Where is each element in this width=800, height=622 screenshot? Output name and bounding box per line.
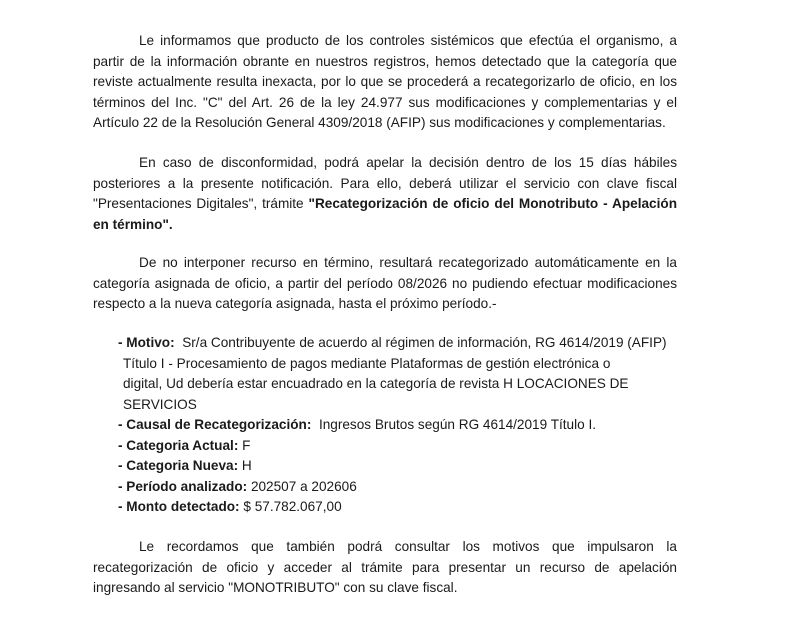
paragraph-notification-text: Le informamos que producto de los controles sistémicos que efectúa el organismo, a partir de la información obrante en nuestros registros, hemos detectado que la categoría que reviste actualmente resulta inexacta, por lo que se procederá a recategorizarlo de oficio, en los términos del Inc. "C" del Art. 26 de la ley 24.977 sus modificaciones y complementarias y el Artículo 22 de la Resolución General 4309/2018 (AFIP) sus modificaciones y complementarias.: [93, 33, 677, 130]
detail-motivo-label: - Motivo:: [118, 335, 175, 350]
paragraph-disconformity: [93, 153, 677, 235]
tramite-name: "Recategorización de oficio del Monotributo - Apelación en término".: [93, 196, 677, 232]
paragraph-disconformity-text: En caso de disconformidad, podrá apelar la decisión dentro de los 15 días hábiles posteriores a la presente notificación. Para ello, deberá utilizar el servicio con clave fiscal "Presentaciones Digitales", trámite: [93, 155, 677, 211]
detail-categoria-nueva: [118, 456, 678, 477]
detail-motivo-cont-3: SERVICIOS: [123, 396, 197, 412]
detail-periodo-label: - Período analizado:: [118, 478, 248, 494]
detail-causal-label: - Causal de Recategorización:: [118, 417, 312, 432]
paragraph-no-appeal: [93, 253, 677, 315]
detail-motivo-cont-2: digital, Ud debería estar encuadrado en la categoría de revista H LOCACIONES DE: [123, 376, 629, 391]
detail-monto-label: - Monto detectado:: [118, 499, 240, 514]
detail-motivo-line1: Sr/a Contribuyente de acuerdo al régimen de información, RG 4614/2019 (AFIP): [182, 335, 667, 350]
detail-categoria-actual: [118, 436, 678, 457]
detail-causal: [118, 415, 678, 436]
detail-categoria-actual-value: F: [242, 437, 251, 453]
detail-categoria-nueva-value: H: [241, 458, 252, 473]
detail-monto-value: $ 57.782.067,00: [243, 499, 342, 514]
paragraph-reminder-text: Le recordamos que también podrá consultar los motivos que impulsaron la recategorización de oficio y acceder al trámite para presentar un recurso de apelación ingresando al servicio "MONOTRIBUTO" con su clave fiscal.: [93, 539, 677, 595]
paragraph-no-appeal-text: De no interponer recurso en término, resultará recategorizado automáticamente en la categoría asignada de oficio, a partir del período 08/2026 no pudiendo efectuar modificaciones respecto a la nueva categoría asignada, hasta el próximo período.-: [93, 255, 677, 311]
detail-motivo: [118, 333, 678, 354]
detail-monto: [118, 497, 678, 518]
detail-motivo-cont-1: Título I - Procesamiento de pagos mediante Plataformas de gestión electrónica o: [123, 355, 611, 371]
detail-periodo-value: 202507 a 202606: [250, 478, 357, 494]
paragraph-notification: [93, 31, 677, 134]
detail-periodo: [118, 477, 678, 498]
detail-causal-value: Ingresos Brutos según RG 4614/2019 Título I.: [318, 417, 597, 432]
paragraph-reminder: [93, 537, 677, 599]
recategorization-details: [118, 333, 678, 518]
detail-categoria-actual-label: - Categoria Actual:: [118, 437, 239, 453]
detail-categoria-nueva-label: - Categoria Nueva:: [118, 458, 239, 473]
